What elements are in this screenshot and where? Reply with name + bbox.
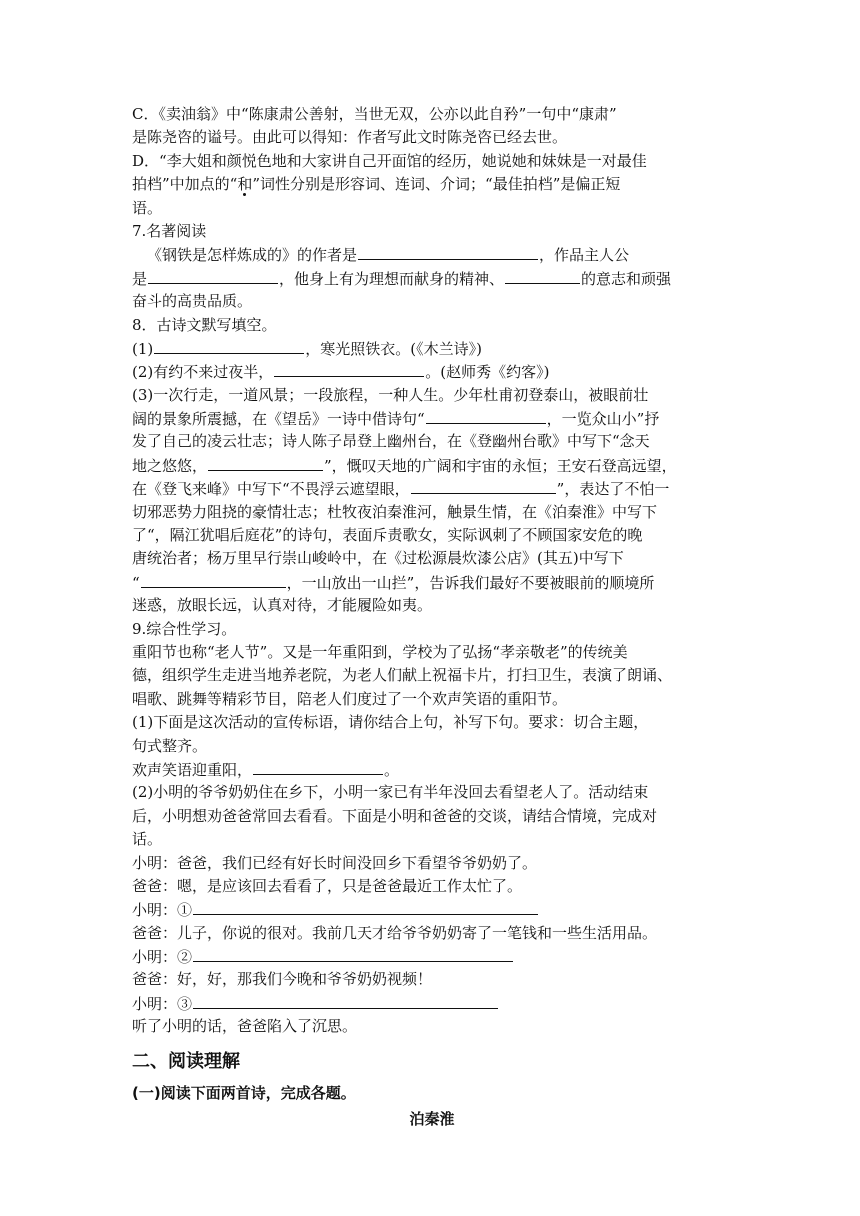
q9-blank-slogan[interactable] [253,758,383,775]
q8-part-3-line-8: 唐统治者；杨万里早行崇山峻岭中，在《过松源晨炊漆公店》(其五)中写下 [132,549,624,568]
q9-dialog-3 [132,898,732,921]
q9-dialog-2: 爸爸：嗯，是应该回去看看了，只是爸爸最近工作太忙了。 [132,876,523,895]
q9-sub-1-line-1: (1)下面是这次活动的宣传标语，请你结合上句，补写下句。要求：切合主题， [132,713,649,732]
q9-dialog-4: 爸爸：儿子，你说的很对。我前几天才给爷爷奶奶寄了一笔钱和一些生活用品。 [132,923,658,942]
q9-dialog-5-text: 小明：② [132,948,193,967]
q9-blank-dialog-2[interactable] [193,945,513,962]
q8-p1-num: (1) [132,339,154,358]
q8-part-3-line-6: 切邪恶势力阻挠的豪情壮志；杜牧夜泊秦淮河，触景生情，在《泊秦淮》中写下 [132,502,658,521]
document-content [132,103,732,1131]
q8-part-1 [132,337,732,360]
q9-heading: 9.综合性学习。 [132,619,237,638]
q8-p3-l9-a: “ [132,573,140,592]
q8-p3-l2-a: 阔的景象所震撼，在《望岳》一诗中借诗句“ [132,410,425,429]
q9-blank-dialog-1[interactable] [193,898,538,915]
q8-part-2 [132,360,732,383]
q9-dialog-8: 听了小明的话，爸爸陷入了沉思。 [132,1017,358,1036]
q6-d-text-b: ”词性分别是形容词、连词、介词；“最佳拍档”是偏正短 [252,175,621,194]
q7-line-2 [132,267,732,290]
poem-title: 泊秦淮 [409,1109,455,1128]
q9-dialog-7-text: 小明：③ [132,994,193,1013]
q9-intro-line-3: 唱歌、跳舞等精彩节目，陪老人们度过了一个欢声笑语的重阳节。 [132,689,568,708]
q8-part-3-line-1: (3)一次行走，一道风景；一段旅程，一种人生。少年杜甫初登泰山，被眼前壮 [132,385,649,404]
q8-blank-5[interactable] [411,477,556,494]
q8-p2-text-a: (2)有约不来过夜半， [132,363,274,382]
q9-dialog-1: 小明：爸爸，我们已经有好长时间没回乡下看望爷爷奶奶了。 [132,853,538,872]
q7-text-1b: ，作品主人公 [539,246,630,265]
q7-blank-protagonist[interactable] [148,267,278,284]
q8-part-3-line-9 [132,571,732,594]
q7-line-1 [132,243,732,266]
q8-p3-l5-a: 在《登飞来峰》中写下“不畏浮云遮望眼， [132,480,410,499]
q9-intro-line-1: 重阳节也称“老人节”。又是一年重阳到，学校为了弘扬“孝亲敬老”的传统美 [132,642,628,661]
q9-sub-2-line-2: 后，小明想劝爸爸常回去看看。下面是小明和爸爸的交谈，请结合情境，完成对 [132,806,658,825]
q7-text-2a: 是 [132,269,148,288]
q6-option-c-line-2: 是陈尧咨的谥号。由此可以得知：作者写此文时陈尧咨已经去世。 [132,128,568,147]
q8-blank-4[interactable] [208,454,323,471]
q8-p3-l9-b: ，一山放出一山拦”，告诉我们最好不要被眼前的顺境所 [286,573,655,592]
q6-option-d-line-1: D．“李大姐和颜悦色地和大家讲自己开面馆的经历，她说她和妹妹是一对最佳 [132,151,647,170]
q9-dialog-5 [132,945,732,968]
q6-d-text-a: 拍档”中加点的“ [132,175,238,194]
q8-part-3-line-5 [132,477,732,500]
q9-slogan-end: 。 [384,760,400,779]
q8-p3-l4-b: ”，慨叹天地的广阔和宇宙的永恒；王安石登高远望， [324,456,677,475]
q9-sub-2-line-3: 话。 [132,830,163,849]
q7-heading: 7.名著阅读 [132,221,207,240]
q7-blank-will[interactable] [505,267,580,284]
q7-blank-author[interactable] [358,243,538,260]
q8-part-3-line-3: 发了自己的凌云壮志；诗人陈子昂登上幽州台，在《登幽州台歌》中写下“念天 [132,432,650,451]
q9-sub-2-line-1: (2)小明的爷爷奶奶住在乡下，小明一家已有半年没回去看望老人了。活动结束 [132,783,649,802]
q6-option-d-line-2 [132,173,732,196]
q8-part-3-line-10: 迷惑，放眼长远，认真对待，才能履险如夷。 [132,596,433,615]
q7-text-2b: ，他身上有为理想而献身的精神、 [279,269,505,288]
q8-p1-text: ，寒光照铁衣。(《木兰诗》) [305,339,482,358]
q9-dialog-7 [132,992,732,1015]
q6-d-dotted-word: 和 [237,175,253,194]
q9-intro-line-2: 德，组织学生走进当地养老院，为老人们献上祝福卡片，打扫卫生，表演了朗诵、 [132,666,673,685]
q8-p3-l4-a: 地之悠悠， [132,456,208,475]
q9-slogan-text: 欢声笑语迎重阳， [132,760,253,779]
q8-p3-l2-b: ，一览众山小”抒 [546,410,660,429]
section-2-subtitle: (一)阅读下面两首诗，完成各题。 [132,1083,356,1102]
q9-dialog-3-text: 小明：① [132,901,193,920]
section-2-title: 二、阅读理解 [132,1050,240,1072]
q8-blank-6[interactable] [141,571,286,588]
q8-blank-3[interactable] [426,407,546,424]
q8-blank-1[interactable] [154,337,304,354]
q9-blank-dialog-3[interactable] [193,992,498,1009]
q8-p3-l5-b: ”，表达了不怕一 [556,480,670,499]
q8-heading: 8．古诗文默写填空。 [132,315,277,334]
q6-option-d-line-3: 语。 [132,198,163,217]
q9-sub-1-line-3 [132,758,732,781]
q7-text-1a: 《钢铁是怎样炼成的》的作者是 [147,246,358,265]
q8-blank-2[interactable] [274,360,424,377]
q9-sub-1-line-2: 句式整齐。 [132,736,208,755]
q9-dialog-6: 爸爸：好，好，那我们今晚和爷爷奶奶视频！ [132,970,433,989]
q7-line-3: 奋斗的高贵品质。 [132,292,253,311]
q6-option-c-line-1: C．《卖油翁》中“陈康肃公善射，当世无双，公亦以此自矜”一句中“康肃” [132,105,617,123]
q7-text-2c: 的意志和顽强 [581,269,672,288]
q8-part-3-line-4 [132,454,732,477]
q8-part-3-line-7: 了“，隔江犹唱后庭花”的诗句，表面斥责歌女，实际讽刺了不顾国家安危的晚 [132,526,643,545]
q8-p2-text-b: 。(赵师秀《约客》) [425,363,550,382]
q8-part-3-line-2 [132,407,732,430]
